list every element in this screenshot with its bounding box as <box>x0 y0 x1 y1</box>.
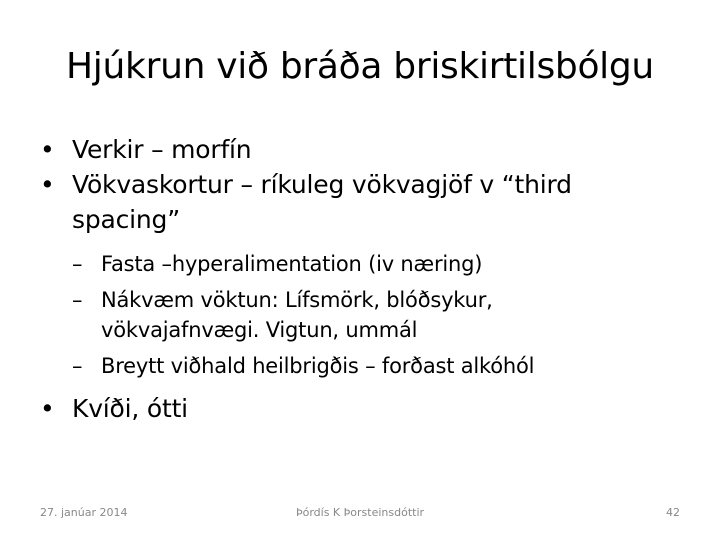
bullet-list <box>0 132 720 426</box>
bullet-item <box>0 132 632 167</box>
sub-bullet-marker: – <box>72 252 83 276</box>
sub-bullet-text-health-maintenance: Breytt viðhald heilbrigðis – forðast alkóhól <box>101 354 535 378</box>
sub-bullet-item <box>0 351 571 381</box>
bullet-marker: • <box>40 394 55 423</box>
sub-bullet-marker: – <box>72 288 83 312</box>
slide-title: Hjúkrun við bráða briskirtilsbólgu <box>66 46 654 87</box>
sub-bullet-item <box>0 285 571 345</box>
footer-author: Þórdís K Þorsteinsdóttir <box>295 506 425 519</box>
bullet-marker: • <box>40 170 55 199</box>
sub-bullet-marker: – <box>72 354 83 378</box>
sub-bullet-text-monitoring: Nákvæm vöktun: Lífsmörk, blóðsykur, vökvajafnvægi. Vigtun, ummál <box>101 288 493 342</box>
bullet-item <box>0 167 632 237</box>
bullet-text-pain: Verkir – morfín <box>72 135 252 164</box>
bullet-text-anxiety: Kvíði, ótti <box>72 394 188 423</box>
footer-date: 27. janúar 2014 <box>40 506 128 519</box>
bullet-marker: • <box>40 135 55 164</box>
bullet-text-fluid-deficit: Vökvaskortur – ríkuleg vökvagjöf v “third spacing” <box>72 170 572 234</box>
footer-page-number: 42 <box>666 506 680 519</box>
bullet-item <box>0 391 632 426</box>
sub-bullet-text-fasting: Fasta –hyperalimentation (iv næring) <box>101 252 483 276</box>
sub-bullet-item <box>0 249 571 279</box>
